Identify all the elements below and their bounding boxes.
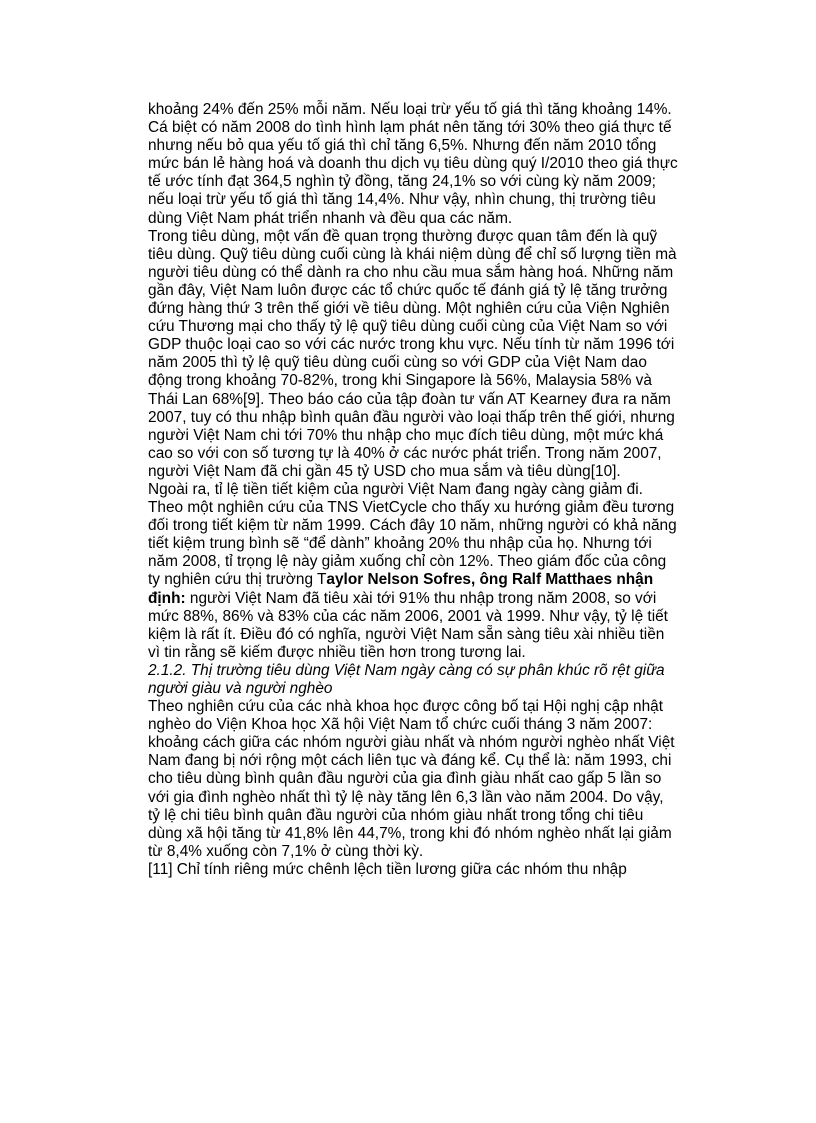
savings-text-start: Ngoài ra, tỉ lệ tiền tiết kiệm của người Việt Nam đang ngày càng giảm đi. Theo một nghiên cứu của TNS VietCycle cho thấy xu hướng giảm đều tương đối trong tiết kiệm từ năm 1999. Cách đây 10 năm, những người có khả năng tiết kiệm trung bình sẽ “để dành” khoảng 20% thu nhập của họ. Nhưng tới năm 2008, tỉ trọng lệ này giảm xuống chỉ còn 12%. Theo giám đốc của công ty nghiên cứu thị trường T [148,480,677,589]
paragraph-wage-gap: [11] Chỉ tính riêng mức chênh lệch tiền lương giữa các nhóm thu nhập [148,860,627,878]
section-heading-2-1-2: 2.1.2. Thị trường tiêu dùng Việt Nam ngày càng có sự phân khúc rõ rệt giữa người giàu và người nghèo [148,661,665,697]
document-page [148,101,678,879]
savings-text-bold: aylor Nelson Sofres, ông Ralf Matthaes nhận định: [148,571,654,607]
paragraph-rich-poor-gap: Theo nghiên cứu của các nhà khoa học được công bố tại Hội nghị cập nhật nghèo do Viện Khoa học Xã hội Việt Nam tổ chức cuối tháng 3 năm 2007: khoảng cách giữa các nhóm người giàu nhất và nhóm người nghèo nhất Việt Nam đang bị nới rộng một cách liên tục và đáng kể. Cụ thể là: năm 1993, chi cho tiêu dùng bình quân đầu người của gia đình giàu nhất cao gấp 5 lần so với gia đình nghèo nhất thì tỷ lệ này tăng lên 6,3 lần vào năm 2004. Do vậy, tỷ lệ chi tiêu bình quân đầu người của nhóm giàu nhất trong tổng chi tiêu dùng xã hội tăng từ 41,8% lên 44,7%, trong khi đó nhóm nghèo nhất lại giảm từ 8,4% xuống còn 7,1% ở cùng thời kỳ. [148,698,675,860]
paragraph-consumption-fund: Trong tiêu dùng, một vấn đề quan trọng thường được quan tâm đến là quỹ tiêu dùng. Quỹ tiêu dùng cuối cùng là khái niệm dùng để chỉ số lượng tiền mà người tiêu dùng có thể dành ra cho nhu cầu mua sắm hàng hoá. Những năm gần đây, Việt Nam luôn được các tổ chức quốc tế đánh giá tỷ lệ tăng trưởng đứng hàng thứ 3 trên thế giới về tiêu dùng. Một nghiên cứu của Viện Nghiên cứu Thương mại cho thấy tỷ lệ quỹ tiêu dùng cuối cùng của Việt Nam so với GDP thuộc loại cao so với các nước trong khu vực. Nếu tính từ năm 1996 tới năm 2005 thì tỷ lệ quỹ tiêu dùng cuối cùng so với GDP của Việt Nam dao động trong khoảng 70-82%, trong khi Singapore là 56%, Malaysia 58% và Thái Lan 68%[9]. Theo báo cáo của tập đoàn tư vấn AT Kearney đưa ra năm 2007, tuy có thu nhập bình quân đầu người vào loại thấp trên thế giới, nhưng người Việt Nam chi tới 70% thu nhập cho mục đích tiêu dùng, một mức khá cao so với con số tương tự là 40% ở các nước phát triển. Trong năm 2007, người Việt Nam đã chi gần 45 tỷ USD cho mua sắm và tiêu dùng[10]. [148,227,677,480]
paragraph-savings-rate [148,481,678,662]
savings-text-end: người Việt Nam đã tiêu xài tới 91% thu nhập trong năm 2008, so với mức 88%, 86% và 83% của các năm 2006, 2001 và 1999. Như vậy, tỷ lệ tiết kiệm là rất ít. Điều đó có nghĩa, người Việt Nam sẵn sàng tiêu xài nhiều tiền vì tin rằng sẽ kiếm được nhiều tiền hơn trong tương lai. [148,589,668,661]
paragraph-consumption-growth: khoảng 24% đến 25% mỗi năm. Nếu loại trừ yếu tố giá thì tăng khoảng 14%. Cá biệt có năm 2008 do tình hình lạm phát nên tăng tới 30% theo giá thực tế nhưng nếu bỏ qua yếu tố giá thì chỉ tăng 6,5%. Nhưng đến năm 2010 tổng mức bán lẻ hàng hoá và doanh thu dịch vụ tiêu dùng quý I/2010 theo giá thực tế ước tính đạt 364,5 nghìn tỷ đồng, tăng 24,1% so với cùng kỳ năm 2009; nếu loại trừ yếu tố giá thì tăng 14,4%. Như vậy, nhìn chung, thị trường tiêu dùng Việt Nam phát triển nhanh và đều qua các năm. [148,101,678,227]
